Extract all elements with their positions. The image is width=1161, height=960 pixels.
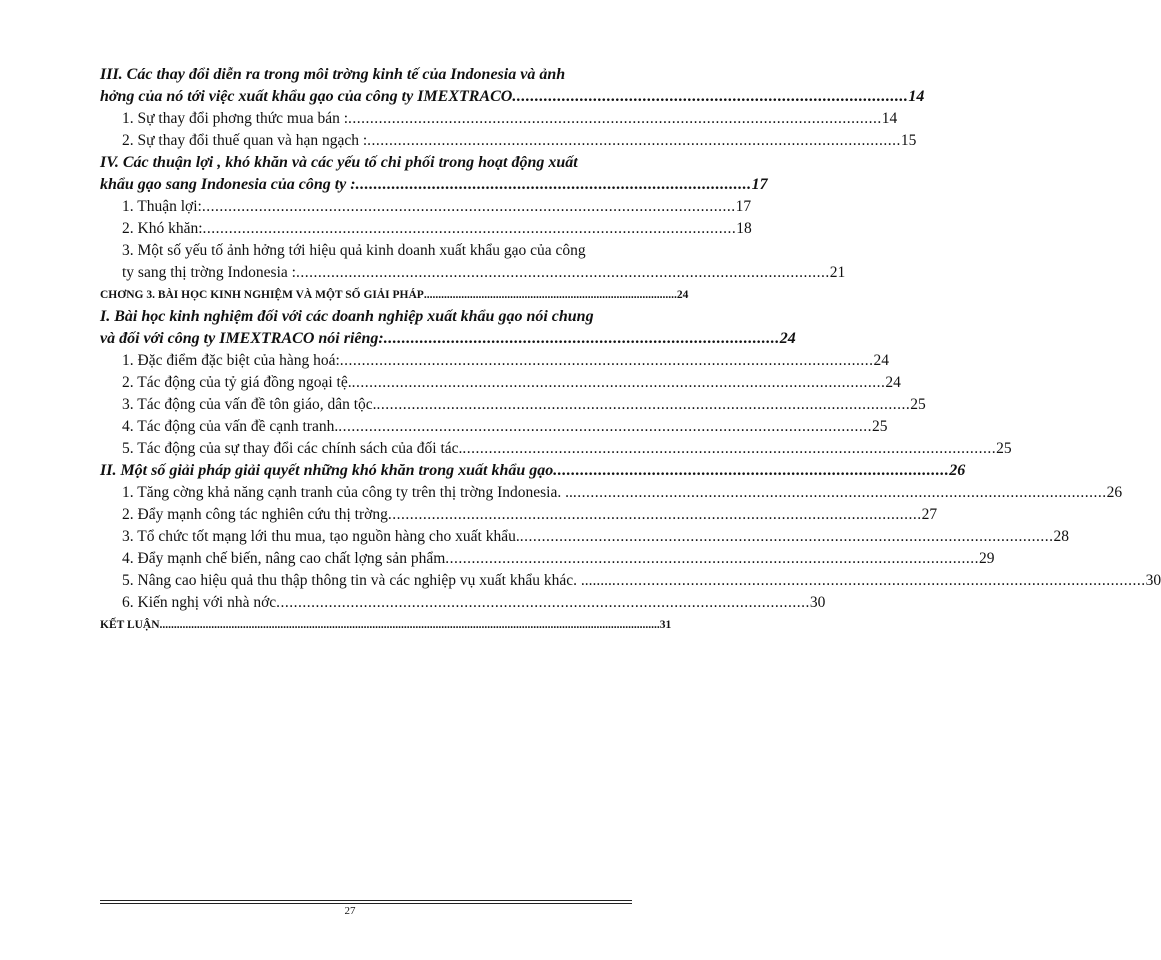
dot-leader: .......................................................................................................................... (339, 352, 874, 369)
page-number: 27 (344, 905, 356, 917)
toc-page-number: 15 (900, 132, 917, 149)
dot-leader: ........................................................................................ (512, 88, 909, 105)
toc-entry (100, 372, 901, 394)
toc-page-number: 14 (908, 88, 925, 105)
toc-entry-text: 5. Tác động của sự thay đổi các chính sách của đối tác. (122, 440, 463, 457)
toc-page-number: 24 (676, 289, 689, 301)
toc-heading-sec3-line2 (100, 86, 925, 108)
toc-heading-text: và đối với công ty IMEXTRACO nói riêng: (100, 330, 384, 347)
dot-leader: .......................................................................................................................... (572, 484, 1107, 501)
toc-page-number: 30 (809, 594, 826, 611)
toc-page-number: 26 (949, 462, 966, 479)
toc-page-number: 31 (659, 619, 672, 631)
toc-page-number: 18 (736, 220, 752, 237)
toc-heading-text: hởng của nó tới việc xuất khẩu gạo của công ty IMEXTRACO (100, 88, 513, 105)
toc-entry (100, 504, 938, 526)
toc-page-number: 24 (779, 330, 796, 347)
toc-entry-text: 1. Đặc điểm đặc biệt của hàng hoá: (122, 352, 340, 369)
toc-entry-text: 2. Đẩy mạnh công tác nghiên cứu thị trờng (122, 506, 388, 523)
toc-page-number: 27 (921, 506, 938, 523)
toc-entry-text: 1. Sự thay đổi phơng thức mua bán : (122, 110, 349, 127)
toc-entry (100, 592, 826, 614)
toc-entry (100, 548, 995, 570)
toc-entry-text: 3. Tổ chức tốt mạng lới thu mua, tạo nguồn hàng cho xuất khẩu. (122, 528, 520, 545)
toc-entry (100, 416, 888, 438)
toc-heading-text: IV. Các thuận lợi , khó khăn và các yếu tố chi phối trong hoạt động xuất (100, 154, 578, 171)
toc-page-number: 25 (871, 418, 888, 435)
toc-entry-text: 2. Tác động của tỷ giá đồng ngoại tệ. (122, 374, 352, 391)
toc-page-number: 24 (885, 374, 901, 391)
toc-entry (100, 130, 917, 152)
toc-heading-sec4-line1 (100, 152, 630, 174)
toc-entry-text: 2. Sự thay đổi thuế quan và hạn ngạch : (122, 132, 368, 149)
dot-leader: .......................................................................................................................... (387, 506, 922, 523)
toc-entry-text: 6. Kiến nghị với nhà nớc (122, 594, 277, 611)
toc-entry-text: 1. Thuận lợi: (122, 198, 202, 215)
toc-entry-text: 4. Tác động của vấn đề cạnh tranh. (122, 418, 339, 435)
toc-heading-secII (100, 460, 966, 482)
toc-page-number: 29 (979, 550, 995, 567)
toc-conclusion (100, 614, 672, 636)
toc-entry (100, 570, 1161, 592)
dot-leader: .......................................................................................................................... (338, 418, 872, 435)
toc-entry-multiline-line2 (100, 262, 846, 284)
table-of-contents (100, 64, 1161, 636)
dot-leader: ........................................................................................ (423, 289, 677, 301)
toc-entry (100, 438, 1012, 460)
toc-page-number: 24 (873, 352, 890, 369)
dot-leader: .......................................................................................................................... (462, 440, 997, 457)
dot-leader: .......................................................................................................................... (201, 198, 736, 215)
toc-heading-sec4-line2 (100, 174, 768, 196)
toc-page-number: 26 (1106, 484, 1123, 501)
toc-entry (100, 526, 1069, 548)
toc-entry-text: 4. Đẩy mạnh chế biến, nâng cao chất lợng sản phẩm (122, 550, 446, 567)
toc-entry-text: 1. Tăng cờng khả năng cạnh tranh của công ty trên thị trờng Indonesia. .. (122, 484, 573, 501)
dot-leader: ........................................................................................ (383, 330, 780, 347)
footer-divider-thin (100, 903, 632, 904)
toc-entry (100, 196, 752, 218)
dot-leader: .......................................................................................................................... (611, 572, 1146, 589)
toc-conclusion-text: KẾT LUẬN (100, 619, 160, 631)
toc-chapter-text: CHƠNG 3. BÀI HỌC KINH NGHIỆM VÀ MỘT SỐ GIẢI PHÁP (100, 289, 424, 301)
toc-entry-text: 3. Tác động của vấn đề tôn giáo, dân tộc. (122, 396, 377, 413)
toc-page-number: 17 (735, 198, 752, 215)
toc-page-number: 28 (1053, 528, 1069, 545)
toc-entry (100, 394, 926, 416)
toc-heading-text: II. Một số giải pháp giải quyết những khó khăn trong xuất khẩu gạo (100, 462, 554, 479)
toc-heading-text: III. Các thay đổi diễn ra trong môi trờng kinh tế của Indonesia và ảnh (100, 66, 566, 83)
toc-heading-secI-line2 (100, 328, 796, 350)
toc-entry-text: 5. Nâng cao hiệu quả thu thập thông tin và các nghiệp vụ xuất khẩu khác. ........ (122, 572, 612, 589)
toc-chapter (100, 284, 689, 306)
dot-leader: .......................................................................................................................... (295, 264, 830, 281)
toc-page-number: 14 (881, 110, 898, 127)
toc-entry (100, 218, 752, 240)
toc-heading-text: I. Bài học kinh nghiệm đối với các doanh nghiệp xuất khẩu gạo nói chung (100, 308, 594, 325)
toc-heading-secI-line1 (100, 306, 630, 328)
dot-leader: .......................................................................................................................... (276, 594, 810, 611)
toc-heading-text: khẩu gạo sang Indonesia của công ty : (100, 176, 356, 193)
toc-entry (100, 108, 898, 130)
toc-entry (100, 482, 1123, 504)
dot-leader: .......................................................................................................................... (348, 110, 882, 127)
footer-divider (100, 900, 632, 901)
toc-page-number: 25 (996, 440, 1012, 457)
dot-leader: .......................................................................................................................... (202, 220, 737, 237)
dot-leader: ........................................................................................ (355, 176, 752, 193)
toc-page-number: 30 (1145, 572, 1161, 589)
dot-leader: .......................................................................................................................... (519, 528, 1054, 545)
dot-leader: .......................................................................................................................... (351, 374, 886, 391)
toc-heading-sec3-line1 (100, 64, 630, 86)
toc-entry-multiline-line1 (100, 240, 630, 262)
toc-page-number: 21 (829, 264, 846, 281)
toc-entry-text: 2. Khó khăn: (122, 220, 203, 237)
toc-page-number: 17 (751, 176, 768, 193)
toc-entry-text: ty sang thị trờng Indonesia : (122, 264, 296, 281)
dot-leader: ........................................................................................ (553, 462, 950, 479)
dot-leader: .......................................................................................................................... (376, 396, 911, 413)
dot-leader: .............................................................................................................................................................................. (159, 619, 660, 631)
toc-entry-text: 3. Một số yếu tố ảnh hởng tới hiệu quả kinh doanh xuất khẩu gạo của công (122, 242, 586, 259)
dot-leader: .......................................................................................................................... (367, 132, 901, 149)
dot-leader: .......................................................................................................................... (445, 550, 980, 567)
toc-page-number: 25 (910, 396, 926, 413)
toc-entry (100, 350, 890, 372)
